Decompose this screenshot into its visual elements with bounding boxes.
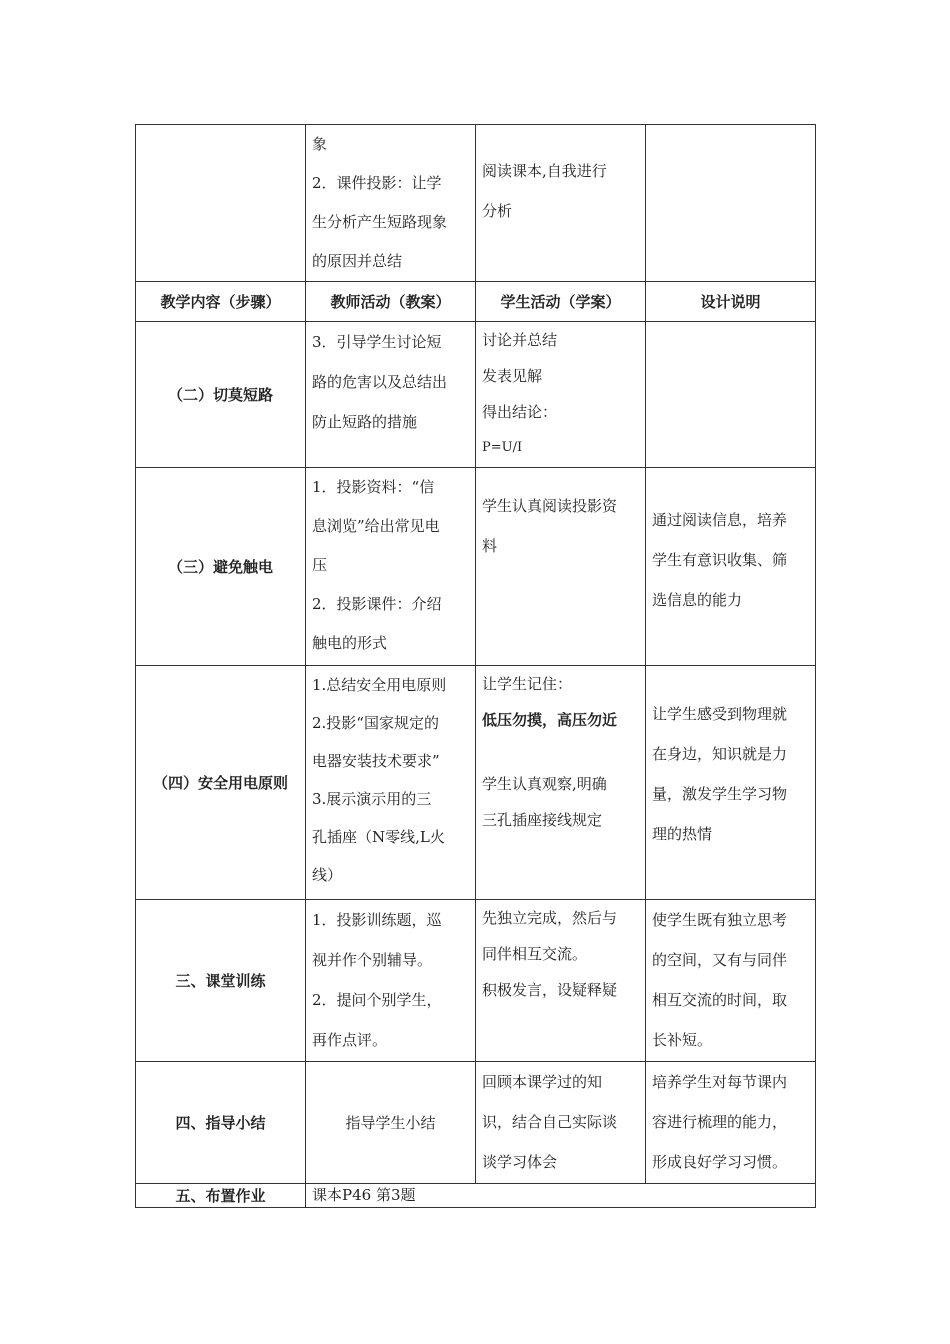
stage-cell: 四、指导小结: [136, 1062, 306, 1184]
teacher-activity-cell: 指导学生小结: [306, 1062, 476, 1184]
table-row: [136, 322, 816, 468]
teacher-activity-cell: 3．引导学生讨论短 路的危害以及总结出 防止短路的措施: [306, 322, 476, 468]
stage-cell: 五、布置作业: [136, 1184, 306, 1208]
header-design: 设计说明: [646, 282, 816, 322]
design-note-cell: [646, 322, 816, 468]
student-activity-cell: 回顾本课学过的知 识，结合自己实际谈 谈学习体会: [476, 1062, 646, 1184]
table-row: [136, 1062, 816, 1184]
student-activity-cell: 先独立完成，然后与 同伴相互交流。 积极发言，设疑释疑: [476, 900, 646, 1062]
design-note-cell: 通过阅读信息，培养 学生有意识收集、筛 选信息的能力: [646, 468, 816, 666]
stage-cell: （四）安全用电原则: [136, 666, 306, 900]
student-activity-cell: 学生认真阅读投影资 料: [476, 468, 646, 666]
header-teacher: 教师活动（教案）: [306, 282, 476, 322]
safety-slogan: 低压勿摸，高压勿近: [482, 711, 618, 729]
design-note-cell: 让学生感受到物理就 在身边，知识就是力 量，激发学生学习物 理的热情: [646, 666, 816, 900]
student-activity-cell: 讨论并总结 发表见解 得出结论： P=U/I: [476, 322, 646, 468]
stage-cell-empty: [136, 125, 306, 282]
header-student: 学生活动（学案）: [476, 282, 646, 322]
student-activity-cell: 让学生记住： 低压勿摸，高压勿近 学生认真观察,明确 三孔插座接线规定: [476, 666, 646, 900]
table-row: [136, 1184, 816, 1208]
stage-cell: （三）避免触电: [136, 468, 306, 666]
teacher-activity-cell: 象 2．课件投影：让学 生分析产生短路现象 的原因并总结: [306, 125, 476, 282]
design-note-cell: [646, 125, 816, 282]
design-note-cell: 培养学生对每节课内 容进行梳理的能力， 形成良好学习习惯。: [646, 1062, 816, 1184]
student-activity-cell: 阅读课本,自我进行 分析: [476, 125, 646, 282]
table-row: [136, 900, 816, 1062]
teacher-activity-cell: 1.总结安全用电原则 2.投影“国家规定的 电器安装技术要求” 3.展示演示用的三 孔插座（N零线,L火 线）: [306, 666, 476, 900]
stage-cell: 三、课堂训练: [136, 900, 306, 1062]
homework-cell: 课本P46 第3题: [306, 1184, 816, 1208]
table-row: [136, 125, 816, 282]
design-note-cell: 使学生既有独立思考 的空间，又有与同伴 相互交流的时间，取 长补短。: [646, 900, 816, 1062]
lesson-plan-table: [135, 124, 816, 1208]
table-row: [136, 666, 816, 900]
teacher-activity-cell: 1．投影资料：“信 息浏览”给出常见电 压 2．投影课件：介绍 触电的形式: [306, 468, 476, 666]
table-row: [136, 468, 816, 666]
teacher-activity-cell: 1．投影训练题，巡 视并作个别辅导。 2．提问个别学生， 再作点评。: [306, 900, 476, 1062]
stage-cell: （二）切莫短路: [136, 322, 306, 468]
header-content: 教学内容（步骤）: [136, 282, 306, 322]
table-header-row: [136, 282, 816, 322]
